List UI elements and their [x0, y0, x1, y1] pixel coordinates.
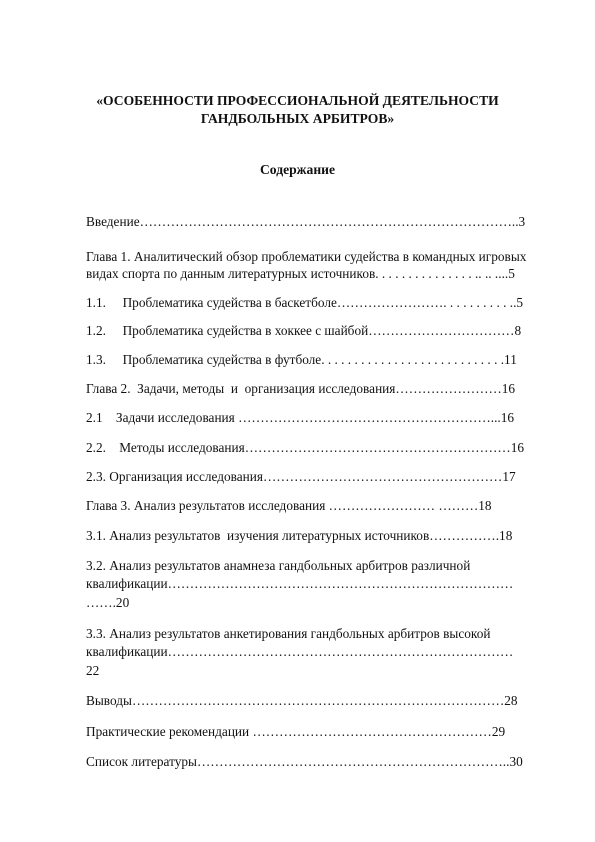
title-text [60, 92, 535, 128]
toc-entry-2-1: 2.1 Задачи исследования …………………………………………………...16 [86, 410, 515, 425]
toc-entry-recommendations: Практические рекомендации ………………………………………………29 [86, 724, 506, 739]
toc-entry-1-2: 1.2. Проблематика судейства в хоккее с шайбой……………………………8 [86, 323, 522, 338]
toc-entry-3-2: 3.2. Анализ результатов анамнеза гандбольных арбитров различной [86, 558, 471, 573]
toc-entry-references: Список литературы……………………………………………………………..30 [86, 754, 523, 769]
toc-entry-3-3-cont: квалификации…………………………………………………………………… [86, 644, 514, 659]
toc-entry-3-2-page: …….20 [86, 595, 130, 610]
toc-entry-3-3-page: 22 [86, 663, 100, 678]
toc-entry-3-1: 3.1. Анализ результатов изучения литературных источников…………….18 [86, 528, 513, 543]
toc-entry-conclusions: Выводы…………………………………………………………………………28 [86, 693, 518, 708]
title-line-2: ГАНДБОЛЬНЫХ АРБИТРОВ» [200, 111, 395, 126]
toc-entry-chapter-3: Глава 3. Анализ результатов исследования …………………… ………18 [86, 498, 492, 513]
toc-entry-3-3: 3.3. Анализ результатов анкетирования гандбольных арбитров высокой [86, 626, 491, 641]
title-line-1: «ОСОБЕННОСТИ ПРОФЕССИОНАЛЬНОЙ ДЕЯТЕЛЬНОСТИ [96, 93, 499, 108]
toc-entry-chapter-1-cont: видах спорта по данным литературных источников. . . . . . . . . . . . . . . .. .. ....5 [86, 266, 515, 281]
toc-entry-chapter-2: Глава 2. Задачи, методы и организация исследования……………………16 [86, 381, 516, 396]
toc-entry-introduction: Введение…………………………………………………………………………..3 [86, 214, 526, 229]
toc-entry-3-2-cont: квалификации…………………………………………………………………… [86, 576, 514, 591]
toc-entry-chapter-1: Глава 1. Аналитический обзор проблематики судейства в командных игровых [86, 249, 527, 264]
toc-heading: Содержание [259, 162, 336, 177]
toc-entry-2-3: 2.3. Организация исследования………………………………………………17 [86, 469, 516, 484]
toc-entry-2-2: 2.2. Методы исследования……………………………………………………16 [86, 440, 524, 455]
toc-entry-1-3: 1.3. Проблематика судейства в футболе. . . . . . . . . . . . . . . . . . . . . . . . . . . .11 [86, 352, 517, 367]
toc-entry-1-1: 1.1. Проблематика судейства в баскетболе……………………. . . . . . . . . . ..5 [86, 295, 524, 310]
